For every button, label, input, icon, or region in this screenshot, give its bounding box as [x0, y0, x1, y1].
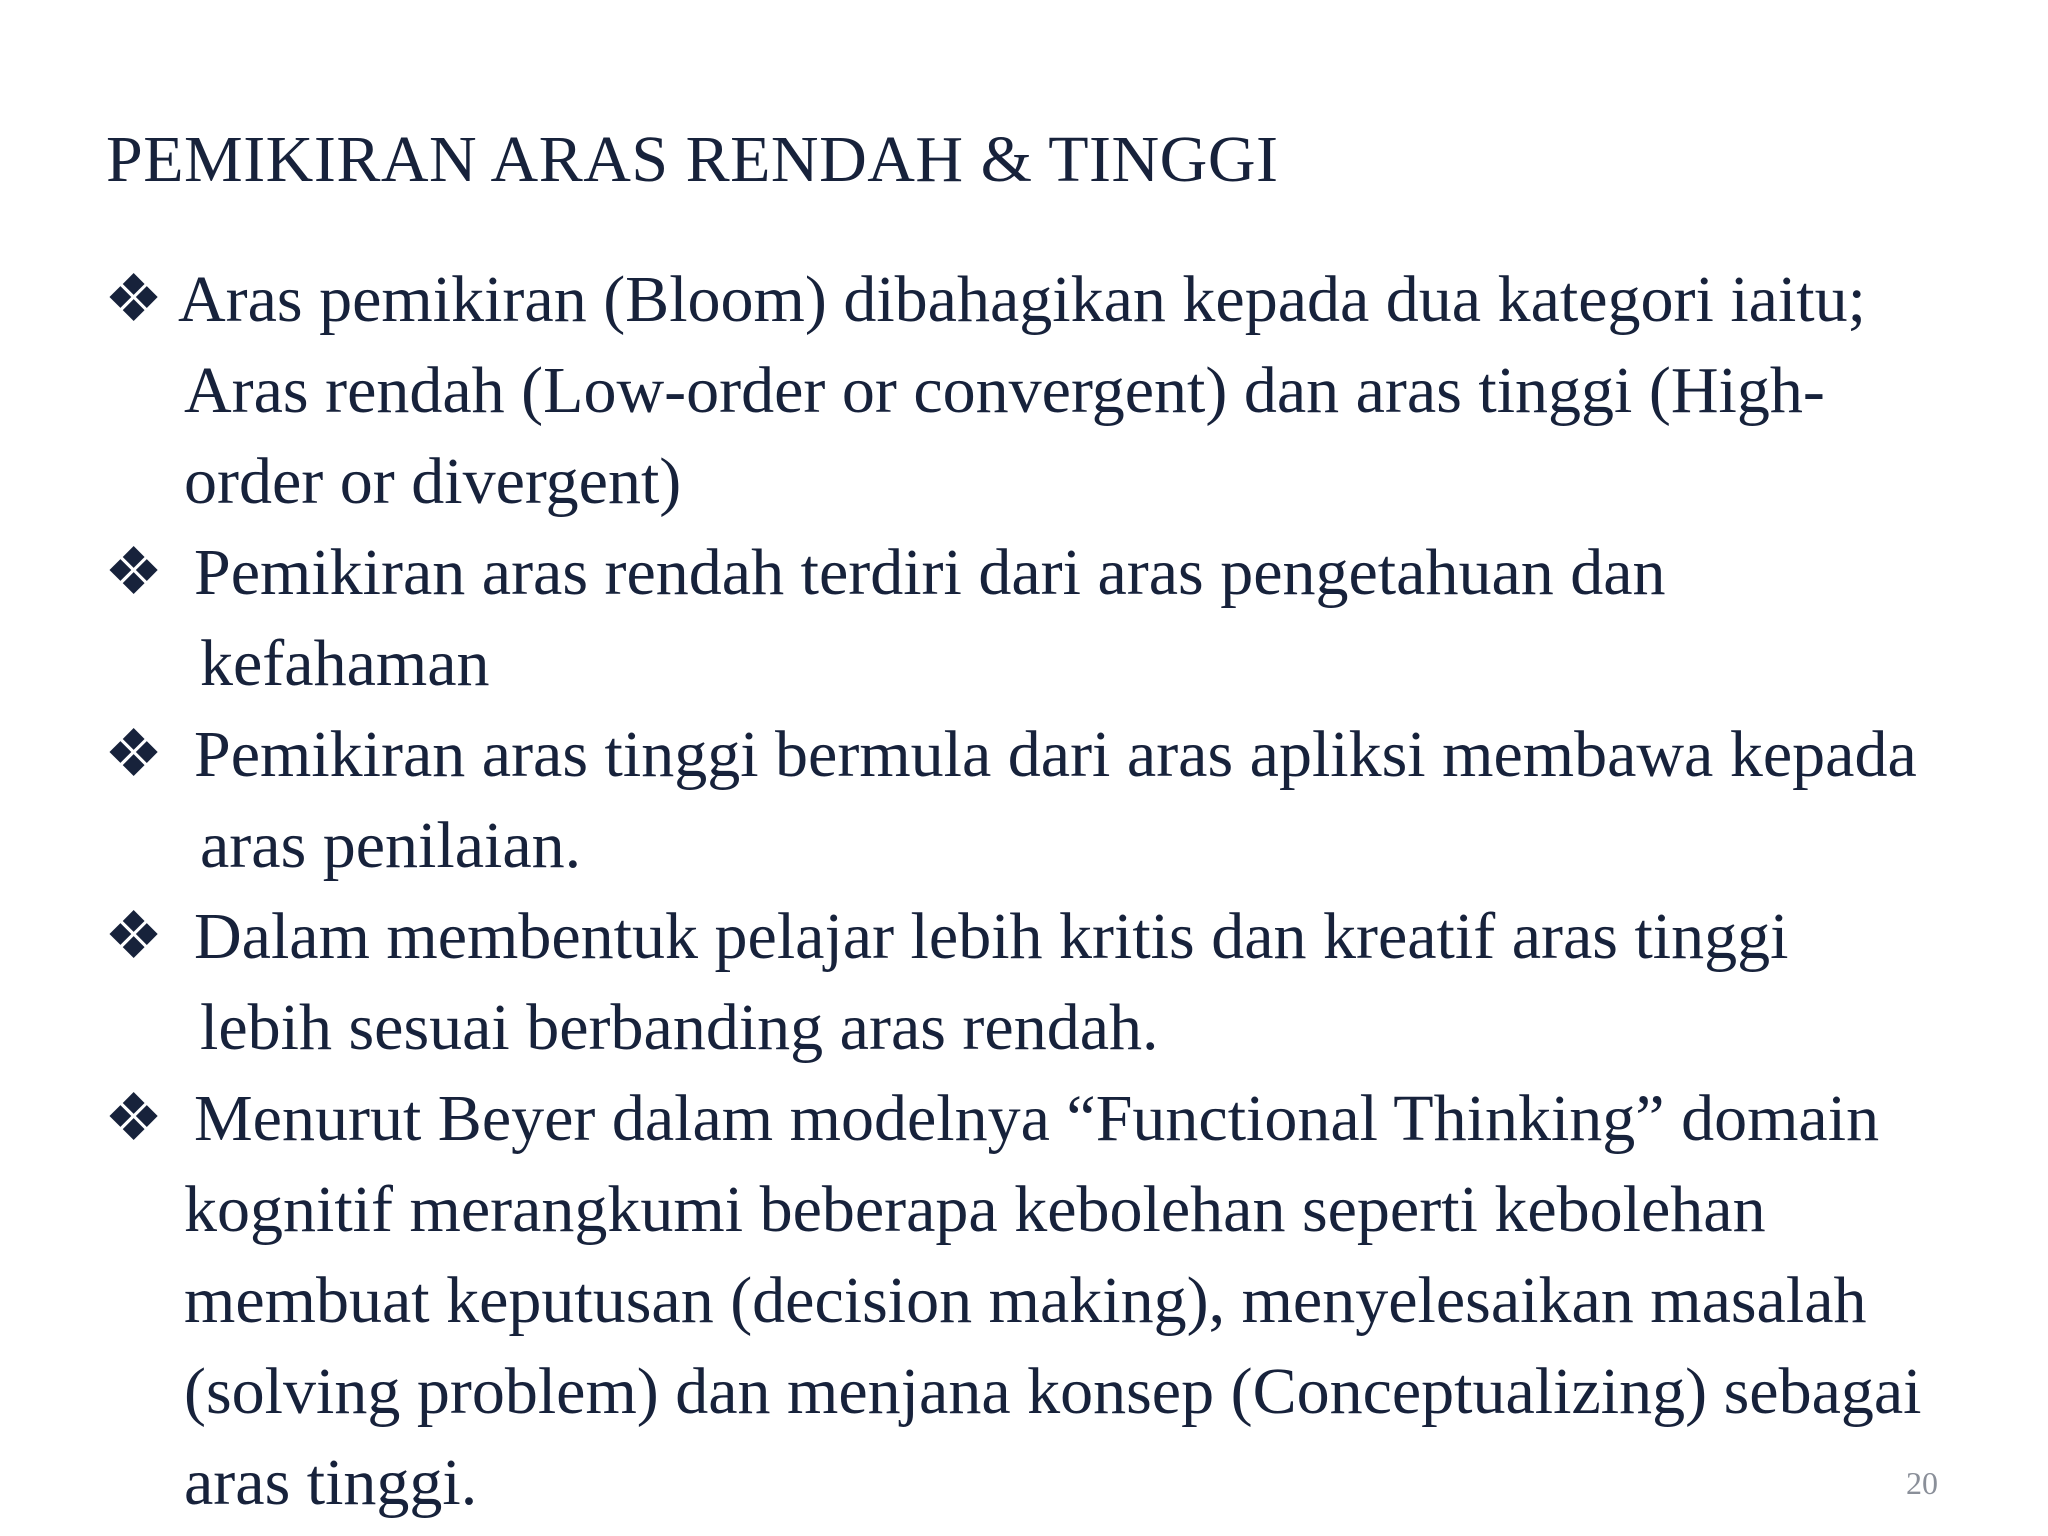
- bullet-5-line-1: Menurut Beyer dalam modelnya “Functional Thinking” domain: [194, 1082, 1880, 1155]
- bullet-2-line-1: Pemikiran aras rendah terdiri dari aras pengetahuan dan: [194, 536, 1666, 609]
- bullet-5-line-5: aras tinggi.: [184, 1446, 478, 1519]
- bullet-3-line-2: aras penilaian.: [200, 809, 582, 882]
- diamond-bullet-icon: ❖: [104, 718, 164, 791]
- bullet-1-line-1: Aras pemikiran (Bloom) dibahagikan kepada dua kategori iaitu;: [178, 263, 1866, 336]
- bullet-1-line-2: Aras rendah (Low-order or convergent) dan aras tinggi (High-: [184, 354, 1825, 427]
- bullet-5-line-4: (solving problem) dan menjana konsep (Conceptualizing) sebagai: [184, 1355, 1922, 1428]
- bullet-1-line-3: order or divergent): [184, 445, 682, 518]
- bullet-2-line-2: kefahaman: [200, 627, 490, 700]
- page-number: 20: [1906, 1465, 1938, 1501]
- diamond-bullet-icon: ❖: [104, 263, 164, 336]
- diamond-bullet-icon: ❖: [104, 1082, 164, 1155]
- bullet-3-line-1: Pemikiran aras tinggi bermula dari aras apliksi membawa kepada: [194, 718, 1917, 791]
- bullet-4-line-2: lebih sesuai berbanding aras rendah.: [200, 991, 1159, 1064]
- bullet-5-line-2: kognitif merangkumi beberapa kebolehan seperti kebolehan: [184, 1173, 1766, 1246]
- diamond-bullet-icon: ❖: [104, 536, 164, 609]
- bullet-5-line-3: membuat keputusan (decision making), menyelesaikan masalah: [184, 1264, 1867, 1337]
- slide-title: PEMIKIRAN ARAS RENDAH & TINGGI: [106, 123, 1279, 196]
- diamond-bullet-icon: ❖: [104, 900, 164, 973]
- bullet-4-line-1: Dalam membentuk pelajar lebih kritis dan kreatif aras tinggi: [194, 900, 1789, 973]
